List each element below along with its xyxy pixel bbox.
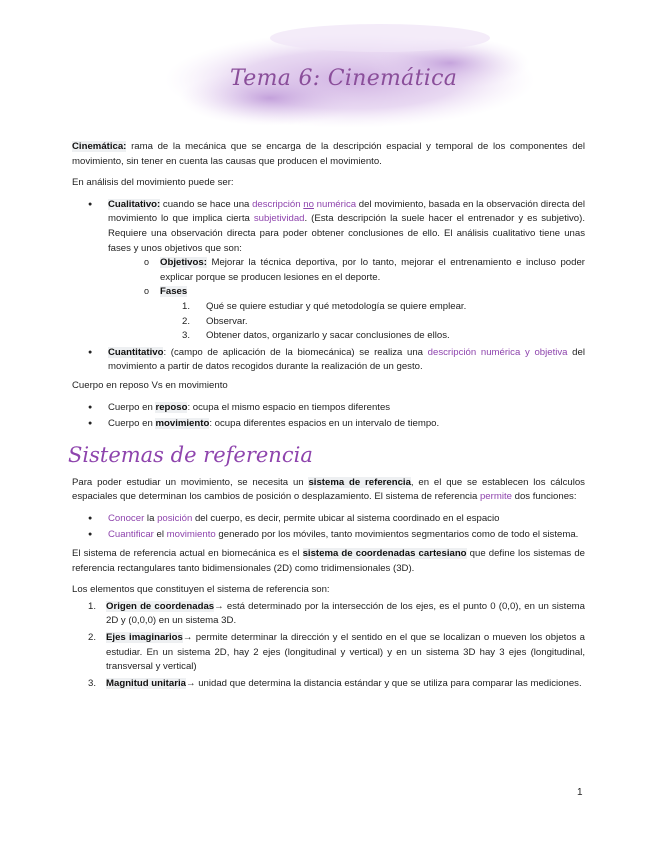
elemento-item (72, 600, 585, 629)
fases-list (160, 300, 585, 344)
cualitativo-term: Cualitativo: (108, 198, 161, 210)
reposo-pre: Cuerpo en (108, 401, 156, 413)
movimiento-pre: Cuerpo en (108, 418, 156, 430)
conocer-text-2: del cuerpo, es decir, permite ubicar al sistema coordinado en el espacio (192, 512, 500, 524)
elemento-text: → permite determinar la dirección y el sentido en el que se localizan o mueven los objetos a estudiar. En un sistema 2D, hay 2 ejes (longitudinal y vertical) y en un sistema 3D hay 3 ejes (longitudinal, transversal y vertical) (106, 632, 585, 673)
posicion-highlight: posición (157, 512, 193, 524)
actual-text-1: El sistema de referencia actual en biomecánica es el (72, 548, 303, 560)
elemento-number: 3. (88, 677, 97, 689)
cualitativo-text-1: cuando se hace una (160, 198, 253, 210)
objetivos-term: Objetivos: (160, 257, 207, 269)
conocer-text-1: la (144, 512, 158, 524)
document-body (68, 140, 586, 695)
sistemas-paragraph (72, 476, 585, 505)
list-item-conocer (72, 512, 585, 527)
cuantitativo-text-2: del movimiento a partir de datos recogidos durante la realización de un gesto. (108, 346, 585, 373)
sistemas-term: sistema de referencia (308, 476, 411, 488)
reposo-intro: Cuerpo en reposo Vs en movimiento (72, 379, 228, 391)
elemento-term: Origen de coordenadas (106, 600, 215, 612)
elemento-term: Ejes imaginarios (106, 632, 183, 644)
elemento-number: 2. (88, 632, 97, 644)
cualitativo-text-2: del movimiento, basada en la observación directa del movimiento lo que implica cierta (108, 198, 586, 225)
funciones-list (72, 512, 585, 543)
cualitativo-highlight-no: no (303, 198, 314, 210)
elementos-intro: Los elementos que constituyen el sistema de referencia son: (72, 584, 330, 596)
fase-text: Observar. (206, 315, 248, 327)
analysis-types-list (72, 198, 585, 375)
fase-number: 1. (182, 300, 191, 312)
section-title-sistemas: Sistemas de referencia (68, 442, 313, 467)
conocer-highlight: Conocer (108, 512, 145, 524)
list-item-cuantificar (72, 528, 585, 543)
fase-number: 3. (182, 330, 191, 342)
sistemas-text-1: Para poder estudiar un movimiento, se necesita un (72, 476, 309, 488)
fase-item (182, 300, 585, 315)
list-item-reposo (72, 401, 585, 416)
fase-item (182, 315, 585, 330)
intro-text: rama de la mecánica que se encarga de la descripción espacial y temporal de los componentes del movimiento, sin tener en cuenta las causas que producen el movimiento. (72, 141, 585, 167)
cualitativo-highlight-numerica: numérica (313, 198, 357, 210)
cualitativo-highlight-subjetividad: subjetividad (253, 213, 305, 225)
list-item-cualitativo (72, 198, 585, 344)
elemento-text: → está determinado por la intersección de los ejes, es el punto 0 (0,0), en un sistema 2D y (0,0,0) en un sistema 3D. (106, 600, 585, 627)
fase-number: 2. (182, 315, 191, 327)
cinematica-term: Cinemática: (72, 141, 127, 152)
sistemas-highlight-permite: permite (479, 491, 512, 503)
movimiento-highlight: movimiento (166, 529, 216, 541)
sistemas-text-3: dos funciones: (511, 491, 577, 503)
fase-text: Obtener datos, organizarlo y sacar conclusiones de ellos. (206, 330, 450, 342)
elemento-text: → unidad que determina la distancia estándar y que se utiliza para comparar las mediciones. (185, 677, 582, 689)
elemento-item (72, 631, 585, 675)
cuantitativo-text-1: : (campo de aplicación de la biomecánica) se realiza una (163, 346, 428, 358)
cuantificar-highlight: Cuantificar (108, 529, 154, 541)
cuantitativo-term: Cuantitativo (108, 346, 164, 358)
page-number: 1 (577, 787, 583, 798)
actual-paragraph (72, 547, 585, 576)
reposo-post: : ocupa el mismo espacio en tiempos diferentes (187, 401, 391, 413)
cuantitativo-highlight: descripción numérica y objetiva (427, 346, 568, 358)
reposo-term: reposo (155, 401, 188, 413)
cuantificar-text-1: el (153, 529, 167, 541)
cualitativo-text-3: . (Esta descripción la suele hacer el entrenador y es subjetivo). Requiere una observación directa para poder obtener conclusiones de ello. El análisis cualitativo tiene unas fases y unos objetivos que son: (108, 213, 585, 254)
movimiento-term: movimiento (155, 418, 210, 430)
fase-item (182, 329, 585, 344)
cualitativo-highlight-descripcion: descripción (252, 198, 304, 210)
fases-term: Fases (160, 286, 188, 298)
list-item-fases (144, 285, 585, 343)
intro-paragraph (72, 140, 585, 169)
list-item-cuantitativo (72, 346, 585, 375)
page-title: Tema 6: Cinemática (230, 66, 458, 91)
reposo-list (72, 401, 585, 432)
actual-text-2: que define los sistemas de referencia rectangulares tanto bidimensionales (2D) como tridimensionales (3D). (72, 548, 585, 574)
list-item-movimiento (72, 417, 585, 432)
elemento-term: Magnitud unitaria (106, 677, 186, 689)
analysis-intro: En análisis del movimiento puede ser: (72, 177, 234, 189)
cualitativo-sublist (108, 256, 585, 344)
list-item-objetivos (144, 256, 585, 285)
elemento-number: 1. (88, 600, 97, 612)
elemento-item (72, 677, 585, 692)
movimiento-post: : ocupa diferentes espacios en un intervalo de tiempo. (209, 418, 440, 430)
elementos-list (72, 600, 585, 692)
objetivos-text: Mejorar la técnica deportiva, por lo tanto, mejorar el entrenamiento e incluso poder explicar porque se producen lesiones en el deporte. (160, 257, 585, 283)
actual-term: sistema de coordenadas cartesiano (302, 548, 467, 560)
fase-text: Qué se quiere estudiar y qué metodología se quiere emplear. (206, 300, 467, 312)
sistemas-text-2: , en el que se establecen los cálculos espaciales que determinan los cambios de posición o desplazamiento. El sistema de referencia (72, 476, 585, 503)
cuantificar-text-2: generado por los móviles, tanto movimientos segmentarios como de todo el sistema. (215, 529, 579, 541)
